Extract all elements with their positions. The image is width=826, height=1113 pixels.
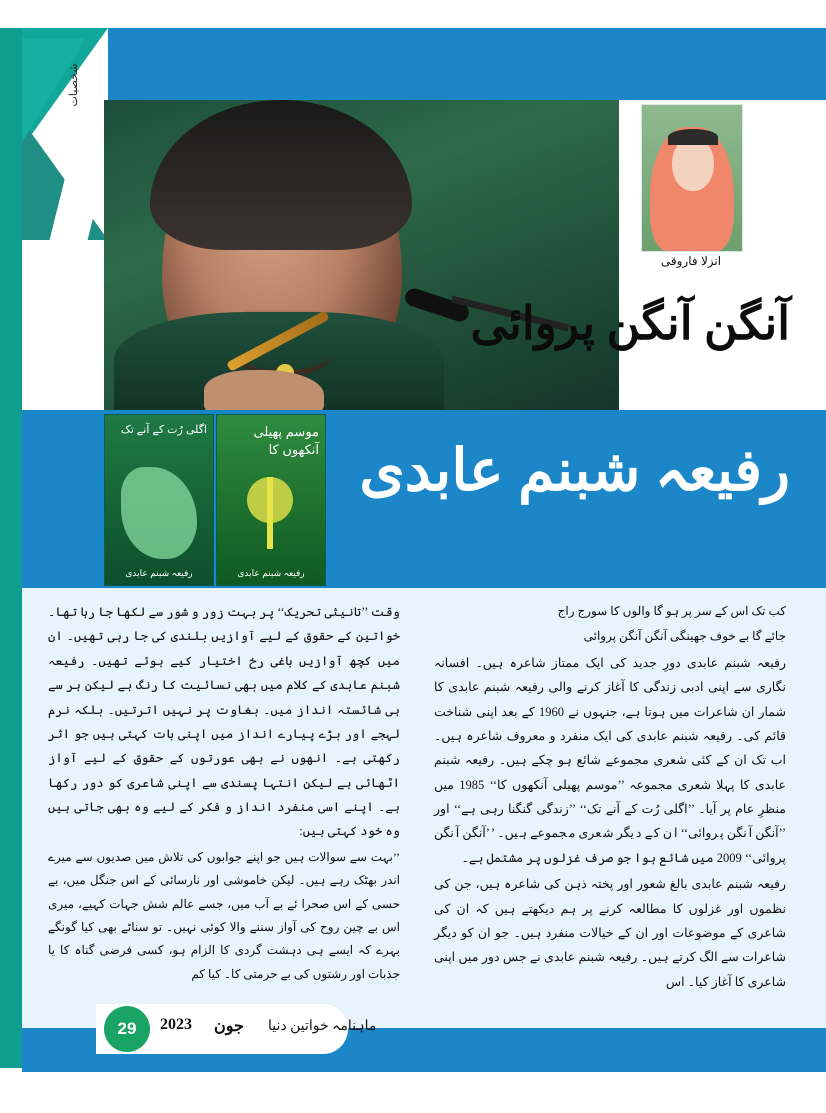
author-face-shape bbox=[672, 137, 714, 191]
paragraph-right-1: رفیعہ شبنم عابدی دورِ جدید کی ایک ممتاز شاعرہ ہیں۔ افسانہ نگاری سے اپنی ادبی زندگی کا آغاز کرنے والی رفیعہ شبنم عابدی کا شمار ان شاعرات میں ہوتا ہے، جنہوں نے 1960 کے بعد اپنی شناخت قائم کی۔ رفیعہ شبنم عابدی کی ایک منفرد و معروف شاعرہ ہیں۔ اب تک ان کے کئی شعری مجموعے شائع ہو چکے ہیں۔ رفیعہ شبنم عابدی کا پہلا شعری مجموعہ ’’موسم پھیلی آنکھوں کا‘‘ 1985 میں منظرِ عام پر آیا۔ ’’اگلی رُت کے آنے تک‘‘ ’’زندگی گنگنا رہی ہے‘‘ اور ’’آنگن آنگن پروائی‘‘ ان کے دیگر شعری مجموعے ہیں۔ ’’آنگن آنگن پروائی‘‘ 2009 میں شائع ہوا جو صرف غزلوں پر مشتمل ہے۔ bbox=[434, 655, 787, 865]
book-cover-2 bbox=[216, 414, 326, 586]
issue-year: 2023 bbox=[160, 1016, 192, 1033]
book-cover-2-title: موسم پھیلی آنکھوں کا bbox=[253, 424, 319, 458]
left-teal-bar bbox=[0, 28, 22, 1068]
pull-quote: ’’بہت سے سوالات ہیں جو اپنے جوابوں کی تلاش میں صدیوں سے میرے اندر بھٹک رہے ہیں۔ لیکن خاموشی اور نارسائی کے اس جنگل میں، بے حسی کے اس صحرا ئے بے آب میں، جسے عالم شش جہات کہیے، میری اس بے چین روح کی آواز سننے والا کوئی نہیں۔ تو سناٹے بھی کیا گونگے بہرے کہ ایسے ہی دہشت گردی کا الزام ہو، کسی فرضی گناہ کا یا جذبات اور رشتوں کی بے حرمتی کا۔ کیا کم bbox=[48, 849, 400, 981]
top-blue-band bbox=[22, 28, 826, 100]
hero-hair-shape bbox=[150, 100, 412, 250]
author-name-caption: انزلا فاروقی bbox=[660, 254, 722, 268]
book-cover-1-art bbox=[121, 467, 197, 559]
article-column-left bbox=[48, 600, 400, 988]
verse-line-2: جائے گا بے خوف جھینگی آنگن آنگن پروائی bbox=[583, 629, 786, 644]
bottom-white-margin bbox=[0, 1072, 826, 1113]
left-margin-strip bbox=[0, 0, 22, 1113]
hero-portrait-photo bbox=[104, 100, 619, 410]
paragraph-right-2: رفیعہ شبنم عابدی بالغ شعور اور پختہ ذہن کی شاعرہ ہیں، جن کی نظموں اور غزلوں کا مطالعہ کرنے پر ہم دیکھتے ہیں کہ ان کی شاعری کے موضوعات اور ان کے خیالات منفرد ہیں۔ جو ان کو دیگر شاعرات سے الگ کرتے ہیں۔ رفیعہ شبنم عابدی نے جس دور میں اپنی شاعری کا آغاز کیا۔ اس bbox=[434, 877, 786, 989]
book-cover-1 bbox=[104, 414, 214, 586]
book-cover-1-title: اگلی رُت کے آنے تک bbox=[120, 424, 207, 436]
author-portrait-photo bbox=[641, 104, 743, 252]
chevron-decoration bbox=[22, 28, 108, 284]
page-number-badge: 29 bbox=[104, 1006, 150, 1052]
section-vertical-label: شخصیات bbox=[68, 63, 80, 107]
book-cover-2-author: رفیعہ شبنم عابدی bbox=[237, 568, 305, 578]
article-column-right bbox=[434, 600, 786, 996]
verse-line-1: کب تک اس کے سر پر ہو گا والوں کا سورج راج bbox=[557, 604, 786, 618]
book-cover-1-author: رفیعہ شبنم عابدی bbox=[125, 568, 193, 578]
paragraph-left-1: وقت ’’تانیثی تحریک‘‘ پر بہت زور و شور سے لکھا جا رہا تھا۔ خواتین کے حقوق کے لیے آوازیں بلندی کی جا رہی تھیں۔ ان میں کچھ آوازیں باغی رخ اختیار کیے ہوئے تھیں۔ رفیعہ شبنم عابدی کے کلام میں بھی نسائیت کا رنگ ہے لیکن ہر سے ہی شائستہ انداز میں۔ بغاوت پر نہیں اترتیں۔ بلکہ نرم لہجے اور بڑے پیارے انداز میں اپنی بات کہتی ہیں جو اثر رکھتی ہے۔ انھوں نے بھی عورتوں کے حقوق کے لیے آواز اٹھائی ہے لیکن انتہا پسندی سے اپنی شاعری کو دور رکھا ہے۔ اپنے اسی منفرد انداز و فکر کے لیے وہ بھی جاتی ہیں وہ خود کہتی ہیں: bbox=[48, 605, 400, 839]
book-cover-2-art bbox=[247, 477, 293, 523]
article-headline-top: آنگن آنگن پروائی bbox=[470, 298, 790, 349]
article-subject-name: رفیعہ شبنم عابدی bbox=[359, 438, 790, 503]
issue-month: جون bbox=[214, 1018, 244, 1035]
magazine-name: ماہنامہ خواتین دنیا bbox=[268, 1019, 377, 1034]
author-headband-shape bbox=[668, 129, 718, 145]
